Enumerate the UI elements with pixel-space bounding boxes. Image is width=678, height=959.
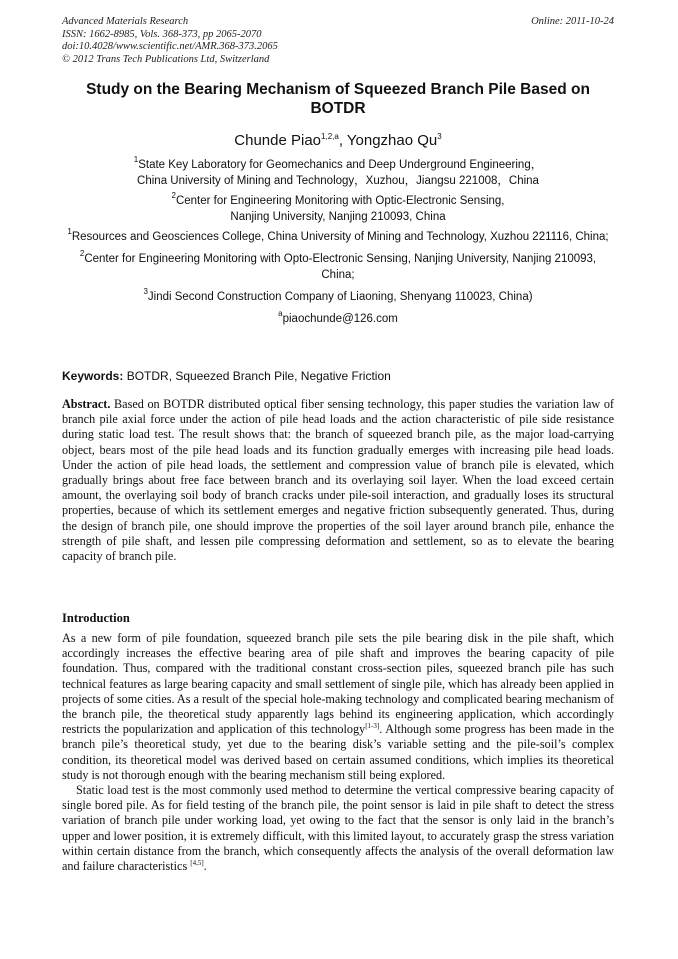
author-name: Chunde Piao	[234, 132, 322, 149]
email-marker: a	[278, 309, 283, 318]
author-superscript: 1,2,a	[321, 132, 339, 141]
paragraph-text: . Although some progress has been made in the branch pile’s theoretical study, yet due to the bearing disk’s variable setting and the pile-soil’s complex condition, its theoretical model was derived based on certain assumed conditions, which implies its theoretical study is not thorough enough with the bearing mechanism still being explored.	[62, 722, 614, 782]
affiliation-text: Nanjing University, Nanjing 210093, China	[230, 211, 446, 223]
paragraph-text: As a new form of pile foundation, squeezed branch pile sets the pile bearing disk in the pile shaft, which accordingly increases the effective bearing area of pile shaft and improves the bearing capacity of pile foundation. Thus, compared with the traditional constant cross-section piles, squeezed branch pile has such technical features as large bearing capacity and small settlement of single pile, which has already been applied in projects of some cities. As a result of the special hole-making technology and complicated bearing mechanism of the branch pile, the theoretical study apparently lags behind its engineering application, which accordingly restricts the popularization and application of this technology	[62, 631, 614, 737]
doi-line: doi:10.4028/www.scientific.net/AMR.368-373.2065	[62, 41, 278, 52]
paragraph-text: Static load test is the most commonly used method to determine the vertical compressive bearing capacity of single bored pile. As for field testing of the branch pile, the point sensor is laid in pile shaft to detect the stress variation of branch pile under working load, yet owing to the fact that the sensor is only laid in the branch’s upper and lower position, it is extremely difficult, with this limited layout, to accurately grasp the stress variation within certain distance from the branch, which consequently affects the analysis of the overall deformation law and failure characteristics	[62, 783, 614, 874]
copyright-line: © 2012 Trans Tech Publications Ltd, Switzerland	[62, 53, 270, 65]
journal-header	[62, 16, 614, 66]
introduction-body	[62, 631, 614, 874]
section-heading: Introduction	[62, 611, 130, 625]
author-separator: ,	[338, 132, 347, 149]
paper-title: Study on the Bearing Mechanism of Squeezed Branch Pile Based on BOTDR	[86, 81, 590, 117]
affiliations	[62, 157, 614, 333]
citation: [4,5]	[190, 859, 204, 868]
affiliation-text: China University of Mining and Technology，Xuzhou，Jiangsu 221008，China	[137, 175, 539, 187]
affiliation-marker: 3	[143, 287, 148, 296]
author-line	[62, 132, 614, 150]
abstract-text: Based on BOTDR distributed optical fiber sensing technology, this paper studies the variation law of branch pile axial force under the action of pile head loads and the action characteristic of pile side resistance during static load test. The result shows that: the branch of squeezed branch pile, as the major load-carrying object, bears most of the pile head loads and its function gradually emerges with increasing pile head loads. Under the action of pile head loads, the settlement and compression value of branch pile is elevated, which gradually brings about free face between branch and its overlaying soil layer. When the load exceed certain amount, the overlaying soil body of branch cracks under pile-soil interaction, and gradually loses its structural properties, because of which its settlement emerges and negative friction subsequently generated. Thus, during the design of branch pile, one should improve the properties of the soil layer around branch pile, enhance the strength of pile shaft, and lessen pile compressing deformation and settlement, so as to elevate the bearing capacity of branch pile.	[62, 397, 614, 564]
affiliation	[62, 289, 614, 305]
affiliation	[62, 229, 614, 245]
affiliation-marker: 1	[67, 227, 72, 236]
author-superscript: 3	[437, 132, 442, 141]
affiliation-marker: 2	[171, 191, 176, 200]
paragraph	[62, 631, 614, 783]
affiliation-text: State Key Laboratory for Geomechanics and Deep Underground Engineering，	[138, 159, 543, 171]
email-line	[62, 311, 614, 327]
affiliation	[62, 251, 614, 283]
journal-name: Advanced Materials Research	[62, 16, 189, 27]
keywords-text: BOTDR, Squeezed Branch Pile, Negative Friction	[123, 369, 391, 383]
abstract-label: Abstract.	[62, 397, 111, 411]
paragraph	[62, 783, 614, 874]
keywords	[62, 368, 614, 384]
affiliation	[62, 157, 614, 189]
issn-line: ISSN: 1662-8985, Vols. 368-373, pp 2065-2070	[62, 28, 262, 40]
email-address: piaochunde@126.com	[282, 313, 398, 325]
affiliation-text: Jindi Second Construction Company of Liaoning, Shenyang 110023, China)	[147, 291, 533, 303]
affiliation-text: Center for Engineering Monitoring with Optic-Electronic Sensing,	[175, 195, 505, 207]
affiliation-text: Center for Engineering Monitoring with Opto-Electronic Sensing, Nanjing University, Nanjing 210093, China;	[84, 253, 597, 281]
affiliation-text: Resources and Geosciences College, China University of Mining and Technology, Xuzhou 221116, China;	[71, 231, 609, 243]
author-name: Yongzhao Qu	[346, 132, 438, 149]
abstract	[62, 397, 614, 564]
affiliation	[62, 193, 614, 225]
citation: [1-3]	[365, 722, 380, 731]
online-date: Online: 2011-10-24	[531, 16, 614, 27]
affiliation-marker: 1	[133, 155, 139, 164]
keywords-label: Keywords:	[62, 369, 124, 383]
paragraph-text: .	[203, 859, 207, 874]
affiliation-marker: 2	[79, 249, 85, 258]
